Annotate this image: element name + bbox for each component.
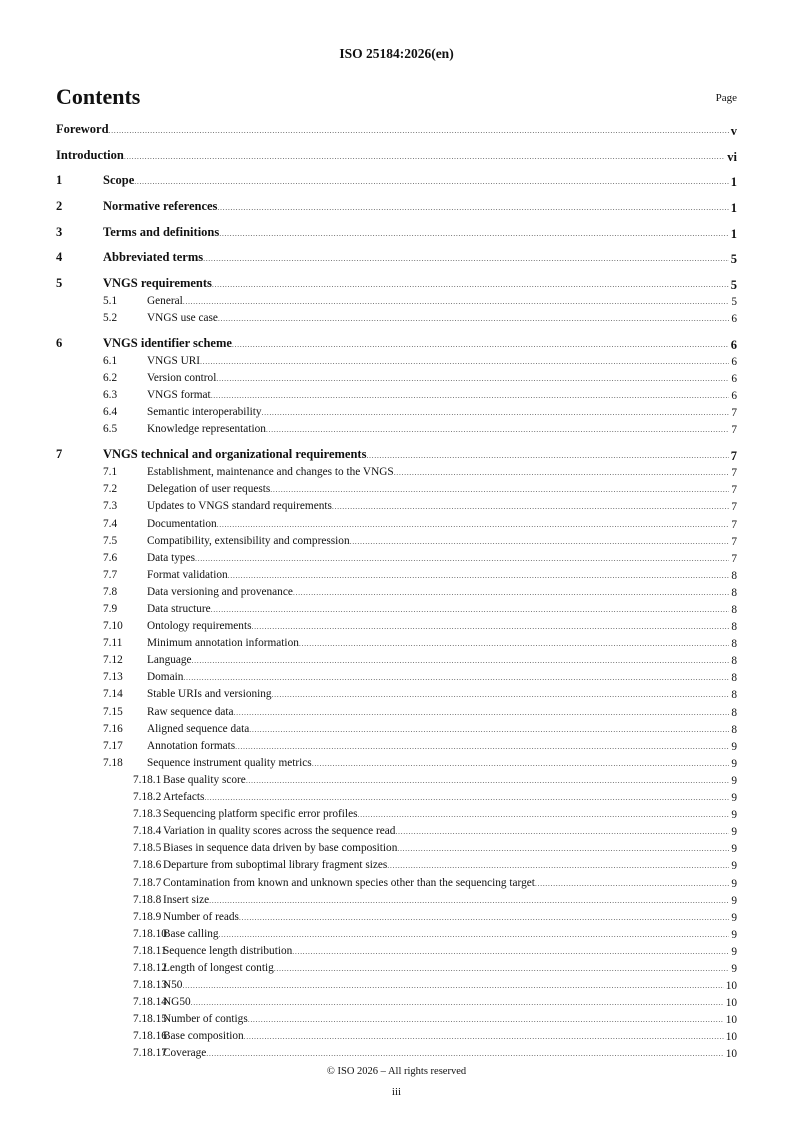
toc-entry[interactable]: [56, 464, 737, 481]
toc-entry-page: 9: [729, 756, 737, 772]
toc-entry[interactable]: [56, 293, 737, 310]
toc-entry-number: 7.6: [103, 551, 118, 564]
toc-entry-title[interactable]: Semantic interoperability: [147, 406, 262, 419]
toc-entry-number: 5.2: [103, 312, 118, 325]
toc-entry-title[interactable]: Sequence instrument quality metrics: [147, 756, 312, 769]
toc-entry-page: 9: [729, 910, 737, 926]
toc-entry-title[interactable]: Abbreviated terms: [103, 250, 204, 265]
toc-entry-content: [147, 601, 737, 618]
toc-entry-content: [163, 823, 737, 840]
toc-entry-page: 9: [729, 773, 737, 789]
toc-entry[interactable]: [56, 310, 737, 327]
toc-entry-content: [147, 481, 737, 498]
toc-entry-number: 2: [56, 199, 63, 214]
toc-entry-number: 7.18.10: [133, 927, 167, 940]
toc-entry-title[interactable]: Length of longest contig: [163, 961, 274, 974]
toc-entry-page: 9: [729, 807, 737, 823]
toc-entry-title[interactable]: Number of contigs: [163, 1013, 248, 1026]
toc-entry-title[interactable]: Base quality score: [163, 773, 246, 786]
toc-entry-page: 8: [729, 722, 737, 738]
toc-entry-page: 8: [729, 687, 737, 703]
toc-entry-number: 6.5: [103, 423, 118, 436]
toc-entry-content: [147, 635, 737, 652]
toc-entry-number: 7.3: [103, 500, 118, 513]
toc-entry-number: 7: [56, 447, 63, 462]
toc-entry[interactable]: [56, 404, 737, 421]
toc-entry-page: 8: [729, 568, 737, 584]
toc-entry-title[interactable]: Domain: [147, 671, 184, 684]
toc-entry-content: [147, 686, 737, 703]
toc-entry-number: 7.18.14: [133, 996, 167, 1009]
toc-entry-number: 6: [56, 336, 63, 350]
toc-entry-page: 10: [724, 978, 737, 994]
toc-entry-content: [103, 198, 737, 216]
toc-entry[interactable]: [56, 977, 737, 994]
toc-entry-number: 7.7: [103, 568, 118, 581]
toc-entry-title[interactable]: Base calling: [163, 927, 219, 940]
toc-entry-number: 7.10: [103, 620, 123, 633]
toc-entry[interactable]: [56, 823, 737, 840]
toc-entry-content: [147, 464, 737, 481]
toc-entry-content: [147, 387, 737, 404]
toc-entry-content: [147, 516, 737, 533]
toc-entry-content: [163, 909, 737, 926]
toc-entry-title[interactable]: NG50: [163, 996, 191, 1009]
toc-entry-number: 6.4: [103, 406, 118, 419]
toc-entry-content: [147, 310, 737, 327]
toc-entry-title[interactable]: Updates to VNGS standard requirements: [147, 500, 332, 513]
toc-entry[interactable]: [56, 198, 737, 216]
toc-entry-page: 10: [724, 1029, 737, 1045]
toc-entry-content: [103, 335, 737, 353]
toc-entry-number: 7.18.13: [133, 979, 167, 992]
toc-entry-content: [103, 224, 737, 242]
document-identifier: ISO 25184:2026(en): [339, 46, 454, 61]
toc-entry[interactable]: [56, 618, 737, 635]
toc-entry-title[interactable]: Data types: [147, 551, 195, 564]
page-number: iii: [391, 1086, 402, 1098]
toc-entry-content: [163, 960, 737, 977]
toc-entry-title[interactable]: VNGS use case: [147, 312, 218, 325]
toc-entry-content: [163, 840, 737, 857]
toc-entry-number: 5.1: [103, 295, 118, 308]
toc-entry-content: [163, 1045, 737, 1062]
toc-entry[interactable]: [56, 686, 737, 703]
toc-entry-number: 7.5: [103, 534, 118, 547]
toc-entry[interactable]: [56, 669, 737, 686]
toc-entry-number: 7.18.15: [133, 1013, 167, 1026]
toc-entry-title[interactable]: Data versioning and provenance: [147, 585, 293, 598]
toc-entry-title[interactable]: VNGS format: [147, 389, 211, 402]
toc-entry-number: 7.16: [103, 722, 123, 735]
toc-entry[interactable]: [56, 353, 737, 370]
toc-entry[interactable]: [56, 335, 737, 353]
toc-entry-content: [163, 1011, 737, 1028]
toc-entry-content: [56, 121, 737, 139]
toc-entry-title[interactable]: Language: [147, 654, 192, 667]
toc-entry-page: 6: [729, 388, 737, 404]
toc-entry-number: 7.18.17: [133, 1047, 167, 1060]
contents-heading: Contents: [56, 84, 141, 109]
toc-entry-page: 7: [729, 405, 737, 421]
toc-entry[interactable]: [56, 601, 737, 618]
toc-entry-content: [147, 421, 737, 438]
toc-entry-page: 9: [729, 841, 737, 857]
page-column-label: Page: [715, 92, 737, 104]
toc-entry[interactable]: [56, 721, 737, 738]
toc-entry[interactable]: [56, 481, 737, 498]
toc-entry-content: [163, 892, 737, 909]
toc-entry-content: [147, 755, 737, 772]
toc-entry[interactable]: [56, 370, 737, 387]
toc-entry-title[interactable]: Stable URIs and versioning: [147, 688, 272, 701]
toc-entry-title[interactable]: Establishment, maintenance and changes to the VNGS: [147, 466, 394, 479]
toc-entry-title[interactable]: Foreword: [56, 122, 109, 136]
toc-entry-page: 6: [729, 354, 737, 370]
toc-entry-number: 7.18.16: [133, 1030, 167, 1043]
toc-entry-page: 9: [729, 858, 737, 874]
toc-entry[interactable]: [56, 224, 737, 242]
toc-entry-number: 5: [56, 276, 63, 291]
table-of-contents: [56, 121, 737, 1063]
toc-entry[interactable]: [56, 147, 737, 165]
toc-entry-page: 1: [730, 226, 737, 241]
toc-entry-title[interactable]: Version control: [147, 372, 217, 385]
toc-entry-page: 8: [729, 585, 737, 601]
toc-entry[interactable]: [56, 909, 737, 926]
toc-entry-number: 7.18.7: [133, 876, 162, 889]
toc-entry-title[interactable]: General: [147, 295, 183, 308]
toc-entry-number: 7.18.6: [133, 859, 162, 872]
toc-entry[interactable]: [56, 704, 737, 721]
toc-entry-content: [56, 147, 737, 165]
toc-entry[interactable]: [56, 875, 737, 892]
toc-entry[interactable]: [56, 1028, 737, 1045]
toc-entry-page: 9: [729, 944, 737, 960]
toc-entry-content: [147, 293, 737, 310]
toc-entry-number: 4: [56, 250, 63, 265]
toc-entry-page: 6: [730, 338, 737, 352]
toc-entry-page: 9: [729, 824, 737, 840]
toc-entry-content: [147, 704, 737, 721]
toc-entry-content: [147, 353, 737, 370]
toc-entry-title[interactable]: Introduction: [56, 147, 124, 162]
toc-entry[interactable]: [56, 926, 737, 943]
toc-entry[interactable]: [56, 584, 737, 601]
toc-entry-number: 7.4: [103, 517, 118, 530]
toc-entry[interactable]: [56, 892, 737, 909]
toc-entry-number: 7.18.8: [133, 893, 162, 906]
toc-entry-title[interactable]: Minimum annotation information: [147, 637, 299, 650]
toc-entry-number: 6.1: [103, 355, 118, 368]
toc-entry-page: 1: [730, 175, 737, 190]
toc-entry-page: 8: [729, 653, 737, 669]
toc-entry-content: [163, 772, 737, 789]
toc-entry-number: 7.9: [103, 603, 118, 615]
toc-entry[interactable]: [56, 772, 737, 789]
toc-entry-title[interactable]: Delegation of user requests: [147, 483, 271, 496]
toc-entry[interactable]: [56, 387, 737, 404]
toc-entry-number: 7.18.4: [133, 825, 162, 838]
toc-entry-page: 9: [729, 927, 737, 943]
toc-entry-number: 7.12: [103, 654, 123, 667]
toc-entry-title[interactable]: Compatibility, extensibility and compression: [147, 534, 350, 547]
toc-entry-content: [147, 669, 737, 686]
toc-entry-title[interactable]: Normative references: [103, 199, 218, 214]
toc-entry-content: [147, 370, 737, 387]
toc-entry-page: vi: [727, 149, 737, 164]
toc-entry[interactable]: [56, 789, 737, 806]
toc-entry-content: [163, 994, 737, 1011]
toc-entry-title[interactable]: N50: [163, 979, 183, 992]
toc-entry-title[interactable]: Raw sequence data: [147, 705, 234, 718]
toc-entry-number: 7.13: [103, 671, 123, 684]
toc-entry-page: 5: [729, 294, 737, 310]
toc-entry-title[interactable]: Sequence length distribution: [163, 944, 293, 957]
toc-entry-title[interactable]: Contamination from known and unknown species other than the sequencing target: [163, 876, 535, 889]
toc-entry-number: 7.11: [103, 637, 123, 650]
toc-entry-number: 7.2: [103, 483, 118, 496]
toc-entry-number: 7.18.9: [133, 910, 162, 923]
toc-entry-page: 7: [729, 482, 737, 498]
toc-entry-title[interactable]: VNGS requirements: [103, 276, 212, 291]
toc-entry-page: 9: [729, 790, 737, 806]
toc-entry-title[interactable]: Terms and definitions: [103, 224, 220, 239]
toc-entry-content: [147, 738, 737, 755]
toc-entry-title[interactable]: Base composition: [163, 1030, 244, 1043]
toc-entry-content: [163, 806, 737, 823]
toc-entry-page: 6: [729, 371, 737, 387]
copyright-footer: © ISO 2026 – All rights reserved: [326, 1066, 467, 1077]
toc-entry[interactable]: [56, 943, 737, 960]
toc-entry-content: [163, 926, 737, 943]
toc-entry-title[interactable]: VNGS URI: [147, 355, 201, 368]
toc-entry-content: [163, 977, 737, 994]
toc-entry-title[interactable]: Annotation formats: [147, 739, 236, 752]
toc-entry-number: 7.18.12: [133, 961, 167, 974]
toc-entry-page: 7: [730, 449, 737, 464]
toc-entry-page: 8: [729, 602, 737, 618]
toc-entry-page: 8: [729, 636, 737, 652]
toc-entry[interactable]: [56, 567, 737, 584]
toc-entry-page: 5: [730, 278, 737, 293]
toc-entry[interactable]: [56, 652, 737, 669]
toc-entry[interactable]: [56, 275, 737, 293]
toc-entry-content: [147, 584, 737, 601]
toc-entry-content: [147, 498, 737, 515]
toc-entry-page: 10: [724, 995, 737, 1011]
toc-entry-number: 7.18.3: [133, 808, 162, 821]
toc-entry-title[interactable]: Sequencing platform specific error profiles: [163, 808, 358, 821]
toc-entry-title[interactable]: Aligned sequence data: [147, 722, 250, 735]
toc-entry[interactable]: [56, 738, 737, 755]
toc-entry-page: 8: [729, 619, 737, 635]
toc-entry[interactable]: [56, 994, 737, 1011]
toc-entry-title[interactable]: Format validation: [147, 568, 228, 581]
toc-entry-content: [147, 567, 737, 584]
toc-entry-title[interactable]: VNGS technical and organizational requirements: [103, 447, 367, 462]
toc-entry[interactable]: [56, 533, 737, 550]
toc-entry-page: 6: [729, 311, 737, 327]
toc-entry-number: 6.2: [103, 372, 118, 385]
toc-entry[interactable]: [56, 249, 737, 267]
toc-entry-title[interactable]: Number of reads: [163, 910, 239, 923]
toc-entry[interactable]: [56, 550, 737, 567]
toc-entry-content: [163, 789, 737, 806]
toc-entry-title[interactable]: Departure from suboptimal library fragment sizes: [163, 859, 388, 872]
toc-entry-number: 6.3: [103, 389, 118, 402]
toc-entry-page: 9: [729, 961, 737, 977]
toc-entry-title[interactable]: Ontology requirements: [147, 620, 252, 633]
toc-entry-content: [103, 172, 737, 190]
toc-entry-number: 7.17: [103, 739, 123, 752]
toc-entry-number: 3: [56, 224, 63, 239]
toc-entry[interactable]: [56, 840, 737, 857]
toc-entry-page: 10: [724, 1046, 737, 1062]
toc-entry-number: 7.18.5: [133, 842, 162, 855]
toc-entry-page: 7: [729, 551, 737, 567]
toc-entry[interactable]: [56, 121, 737, 139]
toc-entry-page: 5: [730, 252, 737, 267]
toc-entry[interactable]: [56, 516, 737, 533]
toc-entry-number: 7.18.11: [133, 944, 167, 957]
toc-entry-content: [163, 943, 737, 960]
toc-entry-number: 7.18.2: [133, 791, 162, 804]
toc-entry-content: [163, 1028, 737, 1045]
toc-entry-content: [147, 618, 737, 635]
toc-entry-page: 8: [729, 670, 737, 686]
toc-entry-page: 7: [729, 517, 737, 533]
toc-entry-number: 7.14: [103, 688, 123, 701]
toc-entry-content: [103, 249, 737, 267]
toc-entry-page: v: [730, 124, 737, 138]
toc-entry-content: [163, 875, 737, 892]
toc-entry-content: [147, 404, 737, 421]
toc-entry-number: 7.15: [103, 705, 123, 718]
toc-entry-title[interactable]: Knowledge representation: [147, 423, 266, 436]
toc-entry-title[interactable]: Artefacts: [163, 791, 205, 804]
toc-entry-number: 7.18.1: [133, 773, 162, 786]
toc-entry-page: 8: [729, 705, 737, 721]
toc-entry[interactable]: [56, 446, 737, 464]
toc-entry-content: [147, 652, 737, 669]
toc-entry-page: 9: [729, 893, 737, 909]
toc-entry[interactable]: [56, 806, 737, 823]
toc-entry[interactable]: [56, 857, 737, 874]
toc-entry[interactable]: [56, 755, 737, 772]
toc-entry-content: [147, 721, 737, 738]
toc-entry-number: 7.1: [103, 466, 118, 479]
toc-entry-content: [103, 446, 737, 464]
toc-entry-title[interactable]: Scope: [103, 173, 135, 188]
toc-entry[interactable]: [56, 172, 737, 190]
toc-entry[interactable]: [56, 421, 737, 438]
toc-entry[interactable]: [56, 498, 737, 515]
toc-entry-page: 7: [729, 499, 737, 515]
toc-entry-title[interactable]: Insert size: [163, 893, 210, 906]
toc-entry-page: 10: [724, 1012, 737, 1028]
toc-entry-content: [147, 550, 737, 567]
toc-entry-content: [147, 533, 737, 550]
toc-entry-page: 7: [729, 422, 737, 438]
toc-entry-title[interactable]: VNGS identifier scheme: [103, 336, 232, 350]
toc-entry-page: 9: [729, 876, 737, 892]
toc-entry-content: [163, 857, 737, 874]
toc-entry[interactable]: [56, 1045, 737, 1062]
toc-entry-title[interactable]: Biases in sequence data driven by base composition: [163, 842, 398, 855]
toc-entry-content: [103, 275, 737, 293]
toc-entry-number: 1: [56, 173, 63, 188]
toc-entry[interactable]: [56, 960, 737, 977]
toc-entry[interactable]: [56, 1011, 737, 1028]
toc-entry[interactable]: [56, 635, 737, 652]
toc-entry-number: 7.18: [103, 756, 123, 769]
toc-entry-page: 7: [729, 465, 737, 481]
toc-entry-title[interactable]: Documentation: [147, 517, 217, 530]
toc-entry-title[interactable]: Variation in quality scores across the sequence read: [163, 825, 396, 838]
toc-entry-page: 9: [729, 739, 737, 755]
toc-entry-number: 7.8: [103, 585, 118, 598]
toc-entry-title[interactable]: Coverage: [163, 1047, 207, 1060]
toc-entry-page: 7: [729, 534, 737, 550]
toc-entry-page: 1: [730, 201, 737, 216]
toc-entry-title[interactable]: Data structure: [147, 603, 211, 615]
